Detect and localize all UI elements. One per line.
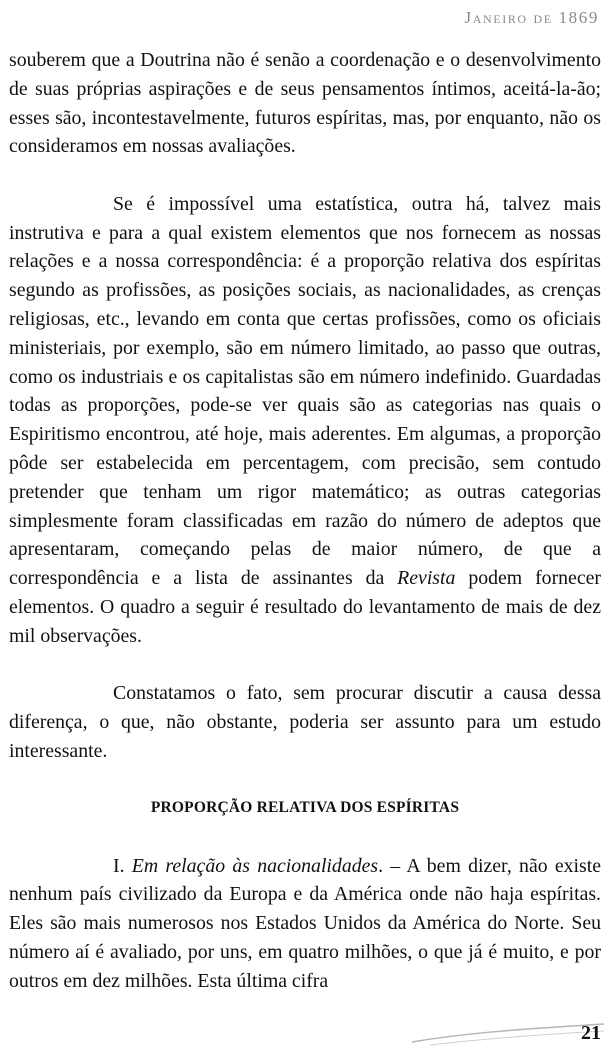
paragraph-4-number: I.: [113, 854, 132, 877]
body-text: [9, 46, 601, 995]
paragraph-2: [9, 190, 601, 651]
paragraph-gap: [9, 766, 601, 795]
page-number: 21: [581, 1022, 601, 1044]
section-title: PROPORÇÃO RELATIVA DOS ESPÍRITAS: [150, 799, 460, 817]
paragraph-2-text-a: Se é impossível uma estatística, outra há, talvez mais instrutiva e para a qual existem elementos que nos fornecem as nossas relações e a nossa correspondência: é a proporção relativa dos espíritas segundo as profissões, as posições sociais, as nacionalidades, as crenças religiosas, etc., levando em conta que certas profissões, como os oficiais ministeriais, por exemplo, são em número limitado, ao passo que outras, como os industriais e os capitalistas são em número indefinido. Guardadas todas as proporções, pode-se ver quais são as categorias nas quais o Espiritismo encontrou, até hoje, mais aderentes. Em algumas, a proporção pôde ser estabelecida em percentagem, com precisão, sem contudo pretender que tenham um rigor matemático; as outras categorias simplesmente foram classificadas em razão do número de adeptos que apresentaram, começando pelas de maior número, de que a correspondência e a lista de assinantes da: [9, 192, 601, 590]
footer-swoosh-ornament: [410, 1018, 607, 1048]
paragraph-3: Constatamos o fato, sem procurar discutir a causa dessa diferença, o que, não obstante, poderia ser assunto para um estudo interessante.: [9, 682, 601, 762]
paragraph-gap: [9, 161, 601, 190]
paragraph-gap: [9, 823, 601, 852]
paragraph-2-text-b: podem fornecer elementos. O quadro a seguir é resultado do levantamento de mais de dez mil observações.: [9, 567, 601, 647]
paragraph-4-italic-heading: Em relação às nacionalidades: [131, 854, 379, 877]
paragraph-4-text: . – A bem dizer, não existe nenhum país civilizado da Europa e da América onde não haja espíritas. Eles são mais numerosos nos Estados Unidos da América do Norte. Seu número aí é avaliado, por uns, em quatro milhões, o que já é muito, e por outros em dez milhões. Esta última cifra: [9, 854, 602, 992]
paragraph-4: [9, 852, 601, 996]
running-header: Janeiro de 1869: [464, 8, 599, 27]
paragraph-gap: [9, 651, 601, 680]
paragraph-2-italic-revista: Revista: [397, 567, 456, 590]
paragraph-1: souberem que a Doutrina não é senão a coordenação e o desenvolvimento de suas próprias aspirações e de seus pensamentos íntimos, aceitá-la-ão; esses são, incontestavelmente, futuros espíritas, mas, por enquanto, não os consideramos em nossas avaliações.: [9, 49, 601, 158]
